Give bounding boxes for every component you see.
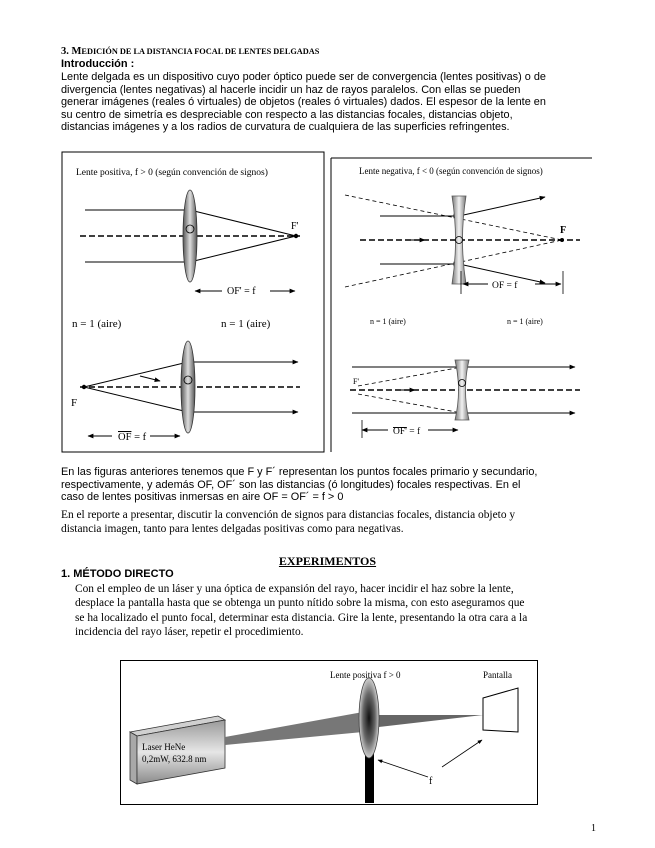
laser-model-label: Laser HeNe [142, 742, 186, 752]
lens-diagrams-figure [0, 150, 655, 460]
laser-spec-label: 0,2mW, 632.8 nm [142, 754, 207, 764]
laser-side-face [130, 732, 137, 784]
explanation-line: respectivamente, y además OF, OF´ son las distancias (ó longitudes) focales respectivas. En el [61, 478, 521, 491]
positive-lens [359, 678, 379, 758]
screen-label: Pantalla [483, 670, 512, 680]
report-line: En el reporte a presentar, discutir la convención de signos para distancias focales, distancia objeto y [61, 509, 516, 521]
focus-prime-label: F' [291, 221, 299, 232]
neg-lens-title: Lente negativa, f < 0 (según convención de signos) [359, 166, 543, 176]
method-line: Con el empleo de un láser y una óptica de expansión del rayo, hacer incidir el haz sobre la lente, [75, 583, 514, 595]
explanation-line: caso de lentes positivas inmersas en aire OF = OF´ = f > 0 [61, 491, 344, 504]
medium-label: n = 1 (aire) [221, 318, 271, 330]
explanation-line: En las figuras anteriores tenemos que F y F´ representan los puntos focales primario y secundario, [61, 466, 538, 478]
of-eq-f-label: OF = f [492, 281, 518, 291]
method-heading: 1. MÉTODO DIRECTO [61, 568, 174, 580]
focus-prime-label: F' [353, 377, 359, 386]
page-number: 1 [591, 823, 596, 834]
intro-line: Lente delgada es un dispositivo cuyo poder óptico puede ser de convergencia (lentes positivas) o de [61, 71, 546, 83]
method-line: se ha localizado el punto focal, determinar esta distancia. Gire la lente, presentando la otra cara a la [75, 611, 528, 624]
section-title: 3. MEDICIÓN DE LA DISTANCIA FOCAL DE LENTES DELGADAS [61, 46, 320, 57]
lens-label: Lente positiva f > 0 [330, 670, 401, 680]
figure-explanation [61, 466, 595, 504]
focus-label: F [71, 397, 78, 409]
medium-label: n = 1 (aire) [72, 318, 122, 330]
medium-label: n = 1 (aire) [507, 317, 543, 326]
intro-line: su centro de simetría es despreciable con respecto a las distancias focales, distancias objeto, [61, 108, 513, 121]
method-line: incidencia del rayo láser, repetir el procedimiento. [75, 625, 304, 638]
report-paragraph [61, 508, 595, 536]
intro-paragraph [61, 71, 595, 134]
report-line: distancia imagen, tanto para lentes delgadas positivas como para negativas. [61, 523, 404, 535]
method-line: desplace la pantalla hasta que se obtenga un punto nítido sobre la misma, con esto aseguramos que [75, 597, 525, 610]
focal-point-marker [82, 385, 86, 389]
method-paragraph [75, 582, 595, 639]
medium-label: n = 1 (aire) [370, 317, 406, 326]
laser-setup-figure [120, 660, 538, 805]
intro-line: distancias imágenes y a los radios de curvatura de cualquiera de las superficies refringentes. [61, 121, 510, 134]
of-prime-eq-f-label: OF' = f [227, 286, 256, 297]
focus-label: F [560, 225, 567, 236]
focal-distance-label: f [429, 776, 433, 787]
intro-line: divergencia (lentes negativas) al hacerle incidir un haz de rayos paralelos. Con ellas se pueden [61, 83, 521, 96]
experiments-heading: EXPERIMENTOS [278, 554, 377, 568]
focal-point-marker [294, 234, 298, 238]
intro-heading: Introducción : [61, 58, 135, 70]
of-eq-f-label: OF = f [118, 432, 147, 443]
negative-lens [455, 360, 469, 420]
of-prime-eq-f-label: OF' = f [393, 427, 421, 437]
positive-lens [183, 190, 197, 282]
intro-line: generar imágenes (reales ó virtuales) de objetos (reales ó virtuales) dados. El espesor de la lente en [61, 96, 546, 109]
pos-lens-title: Lente positiva, f > 0 (según convención de signos) [76, 168, 268, 178]
positive-lens [181, 341, 195, 433]
focal-point-marker [560, 238, 564, 242]
